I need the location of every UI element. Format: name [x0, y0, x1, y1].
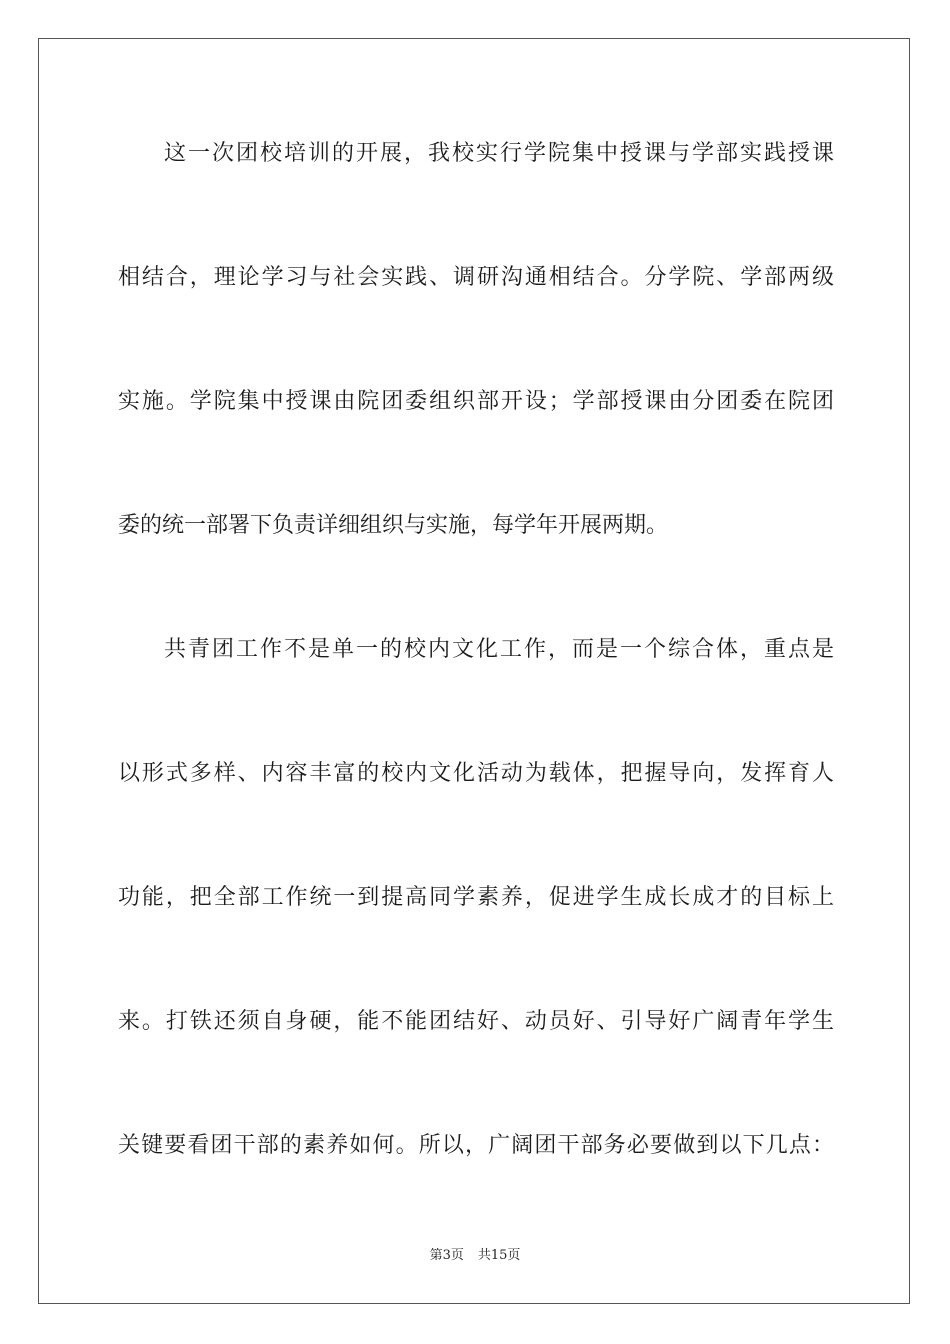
page-footer — [0, 1244, 950, 1263]
page-number: 第3页 — [429, 1248, 464, 1263]
paragraph-1-line-3: 实施。学院集中授课由院团委组织部开设；学部授课由分团委在院团 — [118, 389, 834, 414]
document-body — [118, 124, 834, 1240]
paragraph-2-line-1: 共青团工作不是单一的校内文化工作，而是一个综合体，重点是 — [164, 637, 834, 662]
paragraph-2-line-4: 来。打铁还须自身硬，能不能团结好、动员好、引导好广阔青年学生 — [118, 1009, 834, 1034]
paragraph-1-line-4: 委的统一部署下负责详细组织与实施，每学年开展两期。 — [118, 513, 669, 538]
paragraph-1-line-1: 这一次团校培训的开展，我校实行学院集中授课与学部实践授课 — [164, 141, 834, 166]
page-total: 共15页 — [477, 1248, 521, 1263]
paragraph-2-line-5: 关键要看团干部的素养如何。所以，广阔团干部务必要做到以下几点： — [118, 1133, 834, 1158]
paragraph-1-line-2: 相结合，理论学习与社会实践、调研沟通相结合。分学院、学部两级 — [118, 265, 834, 290]
paragraph-2-line-2: 以形式多样、内容丰富的校内文化活动为载体，把握导向，发挥育人 — [118, 761, 834, 786]
paragraph-2-line-3: 功能，把全部工作统一到提高同学素养，促进学生成长成才的目标上 — [118, 885, 834, 910]
